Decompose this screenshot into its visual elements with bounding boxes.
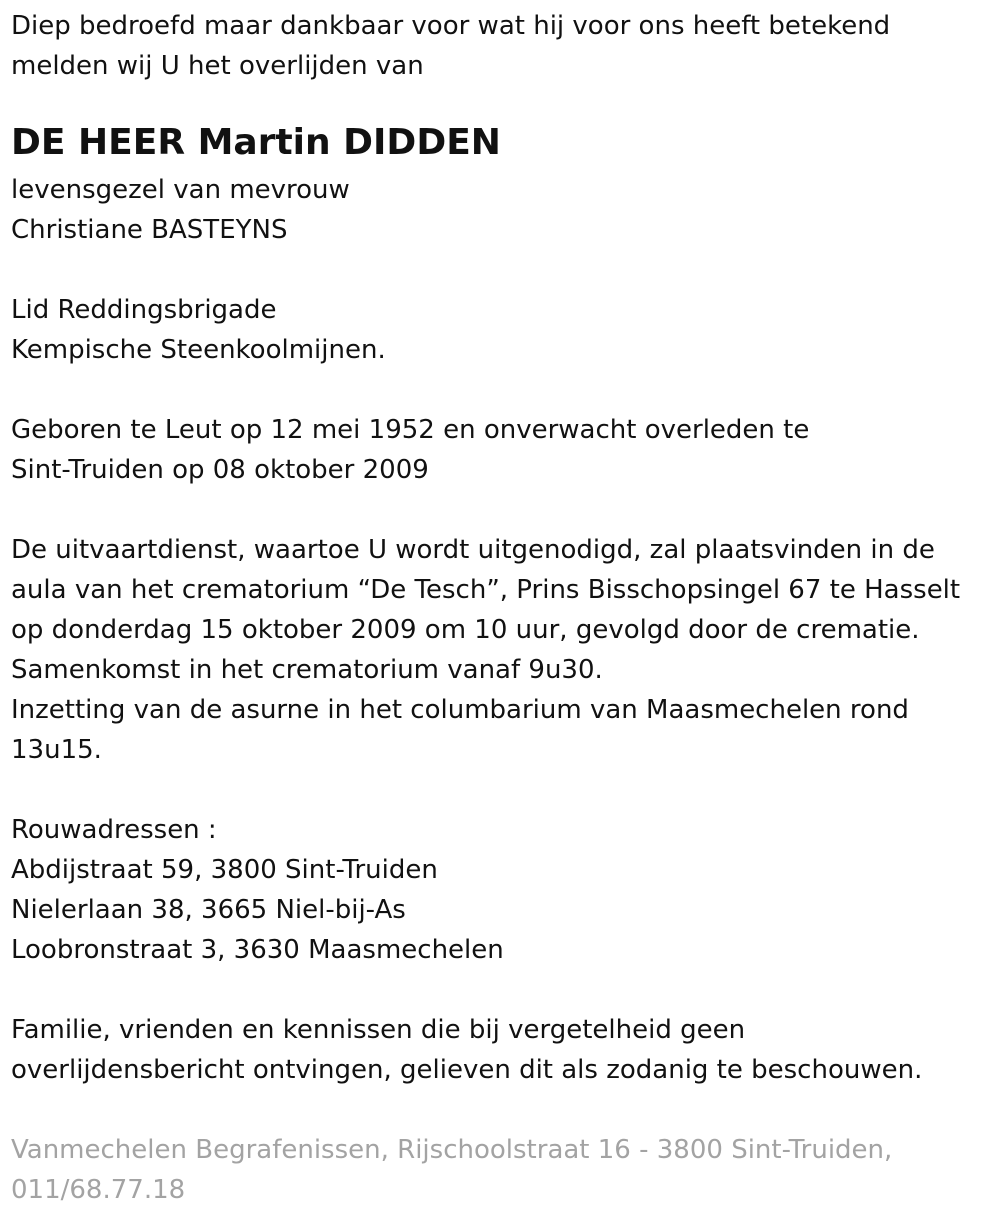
- service-line-6: 13u15.: [11, 735, 102, 765]
- membership-line-2: Kempische Steenkoolmijnen.: [11, 335, 386, 365]
- spacer: [11, 1090, 990, 1130]
- partner-line-2: Christiane BASTEYNS: [11, 215, 288, 245]
- service-line-5: Inzetting van de asurne in het columbarium van Maasmechelen rond: [11, 695, 909, 725]
- notice-line-2: overlijdensbericht ontvingen, gelieven dit als zodanig te beschouwen.: [11, 1055, 923, 1085]
- notice-section: [11, 1010, 990, 1090]
- service-line-2: aula van het crematorium “De Tesch”, Prins Bisschopsingel 67 te Hasselt: [11, 575, 961, 605]
- birth-death-line-1: Geboren te Leut op 12 mei 1952 en onverwacht overleden te: [11, 415, 810, 445]
- service-line-1: De uitvaartdienst, waartoe U wordt uitgenodigd, zal plaatsvinden in de: [11, 535, 935, 565]
- addresses-section: [11, 810, 990, 970]
- spacer: [11, 490, 990, 530]
- funeral-home-footer: [11, 1130, 990, 1210]
- address-item: Loobronstraat 3, 3630 Maasmechelen: [11, 935, 504, 965]
- service-section: [11, 530, 990, 770]
- deceased-name: DE HEER Martin DIDDEN: [11, 122, 501, 163]
- service-line-4: Samenkomst in het crematorium vanaf 9u30.: [11, 655, 603, 685]
- partner-line-1: levensgezel van mevrouw: [11, 175, 350, 205]
- spacer: [11, 370, 990, 410]
- addresses-heading: Rouwadressen :: [11, 815, 217, 845]
- intro-line-1: Diep bedroefd maar dankbaar voor wat hij voor ons heeft betekend: [11, 11, 891, 41]
- address-item: Abdijstraat 59, 3800 Sint-Truiden: [11, 855, 438, 885]
- partner-section: [11, 170, 990, 250]
- spacer: [11, 970, 990, 1010]
- footer-line-2: 011/68.77.18: [11, 1175, 186, 1205]
- spacer: [11, 770, 990, 810]
- service-line-3: op donderdag 15 oktober 2009 om 10 uur, gevolgd door de crematie.: [11, 615, 920, 645]
- membership-section: [11, 290, 990, 370]
- birth-death-section: [11, 410, 990, 490]
- intro-line-2: melden wij U het overlijden van: [11, 51, 424, 81]
- intro-section: [11, 0, 990, 86]
- notice-line-1: Familie, vrienden en kennissen die bij vergetelheid geen: [11, 1015, 746, 1045]
- address-item: Nielerlaan 38, 3665 Niel-bij-As: [11, 895, 406, 925]
- membership-line-1: Lid Reddingsbrigade: [11, 295, 277, 325]
- spacer: [11, 250, 990, 290]
- birth-death-line-2: Sint-Truiden op 08 oktober 2009: [11, 455, 429, 485]
- footer-line-1: Vanmechelen Begrafenissen, Rijschoolstraat 16 - 3800 Sint-Truiden,: [11, 1135, 893, 1165]
